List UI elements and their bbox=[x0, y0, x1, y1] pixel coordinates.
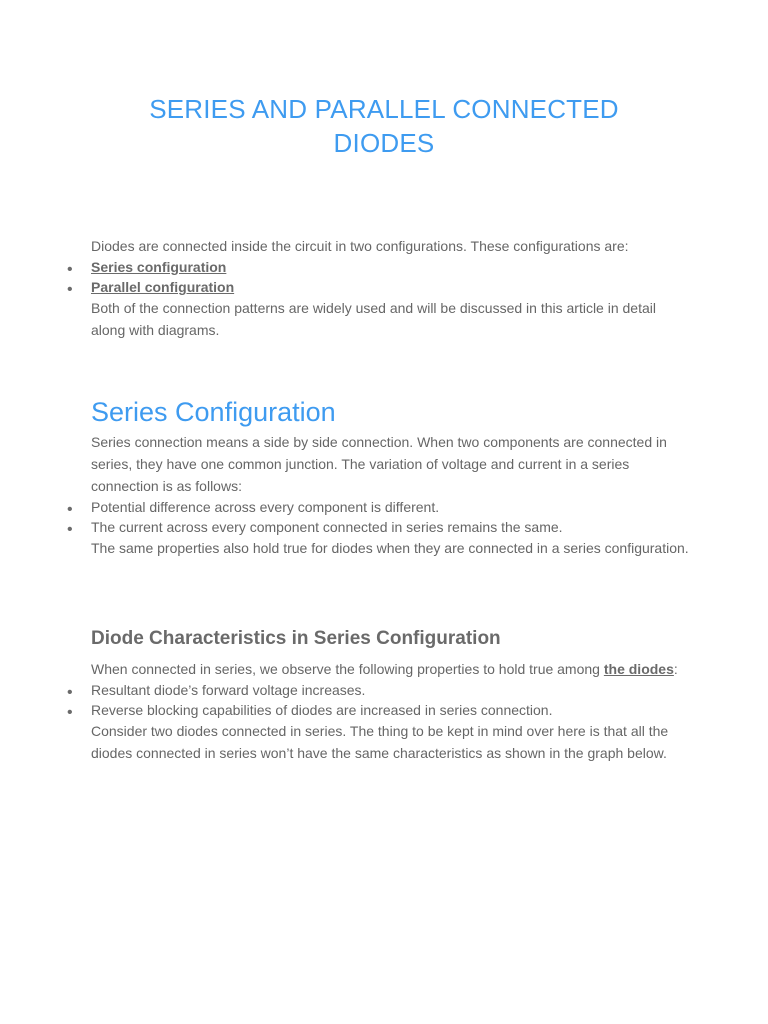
series-section bbox=[67, 431, 691, 559]
bullet-icon: • bbox=[67, 281, 73, 298]
list-item bbox=[67, 277, 691, 298]
bullet-icon: • bbox=[67, 704, 73, 721]
series-properties-list bbox=[67, 497, 691, 538]
intro-section bbox=[67, 235, 691, 341]
characteristics-paragraph bbox=[91, 658, 691, 680]
page-title-line-1: SERIES AND PARALLEL CONNECTED bbox=[149, 94, 619, 124]
list-item-text: Potential difference across every component is different. bbox=[91, 499, 440, 515]
series-configuration-link[interactable]: Series configuration bbox=[91, 259, 227, 275]
list-item-text: Reverse blocking capabilities of diodes are increased in series connection. bbox=[91, 702, 553, 718]
list-item-text: The current across every component connected in series remains the same. bbox=[91, 519, 563, 535]
configuration-list bbox=[67, 257, 691, 298]
the-diodes-link[interactable]: the diodes bbox=[603, 661, 674, 677]
characteristics-section bbox=[67, 658, 691, 764]
list-item bbox=[67, 517, 691, 538]
series-configuration-heading: Series Configuration bbox=[91, 397, 336, 427]
list-item bbox=[67, 497, 691, 518]
bullet-icon: • bbox=[67, 261, 73, 278]
characteristics-text-end: : bbox=[673, 661, 678, 677]
series-closing-paragraph: The same properties also hold true for diodes when they are connected in a series configuration. bbox=[91, 540, 689, 556]
series-paragraph: Series connection means a side by side connection. When two components are connected in series, they have one common junction. The variation of voltage and current in a series connection is as follows: bbox=[91, 434, 667, 494]
page-title bbox=[0, 92, 768, 160]
intro-paragraph: Diodes are connected inside the circuit in two configurations. These configurations are: bbox=[91, 238, 629, 254]
list-item-text: Resultant diode’s forward voltage increases. bbox=[91, 682, 366, 698]
list-item bbox=[67, 700, 691, 721]
list-item bbox=[67, 680, 691, 701]
list-item bbox=[67, 257, 691, 278]
bullet-icon: • bbox=[67, 501, 73, 518]
page-title-line-2: DIODES bbox=[333, 128, 435, 158]
characteristics-list bbox=[67, 680, 691, 721]
bullet-icon: • bbox=[67, 521, 73, 538]
characteristics-closing-paragraph: Consider two diodes connected in series. The thing to be kept in mind over here is that all the diodes connected in series won’t have the same characteristics as shown in the graph below. bbox=[91, 723, 669, 761]
diode-characteristics-heading: Diode Characteristics in Series Configuration bbox=[91, 628, 501, 649]
intro-closing-paragraph: Both of the connection patterns are widely used and will be discussed in this article in detail along with diagrams. bbox=[91, 300, 656, 338]
parallel-configuration-link[interactable]: Parallel configuration bbox=[91, 279, 235, 295]
characteristics-text: When connected in series, we observe the following properties to hold true among bbox=[91, 661, 604, 677]
bullet-icon: • bbox=[67, 684, 73, 701]
